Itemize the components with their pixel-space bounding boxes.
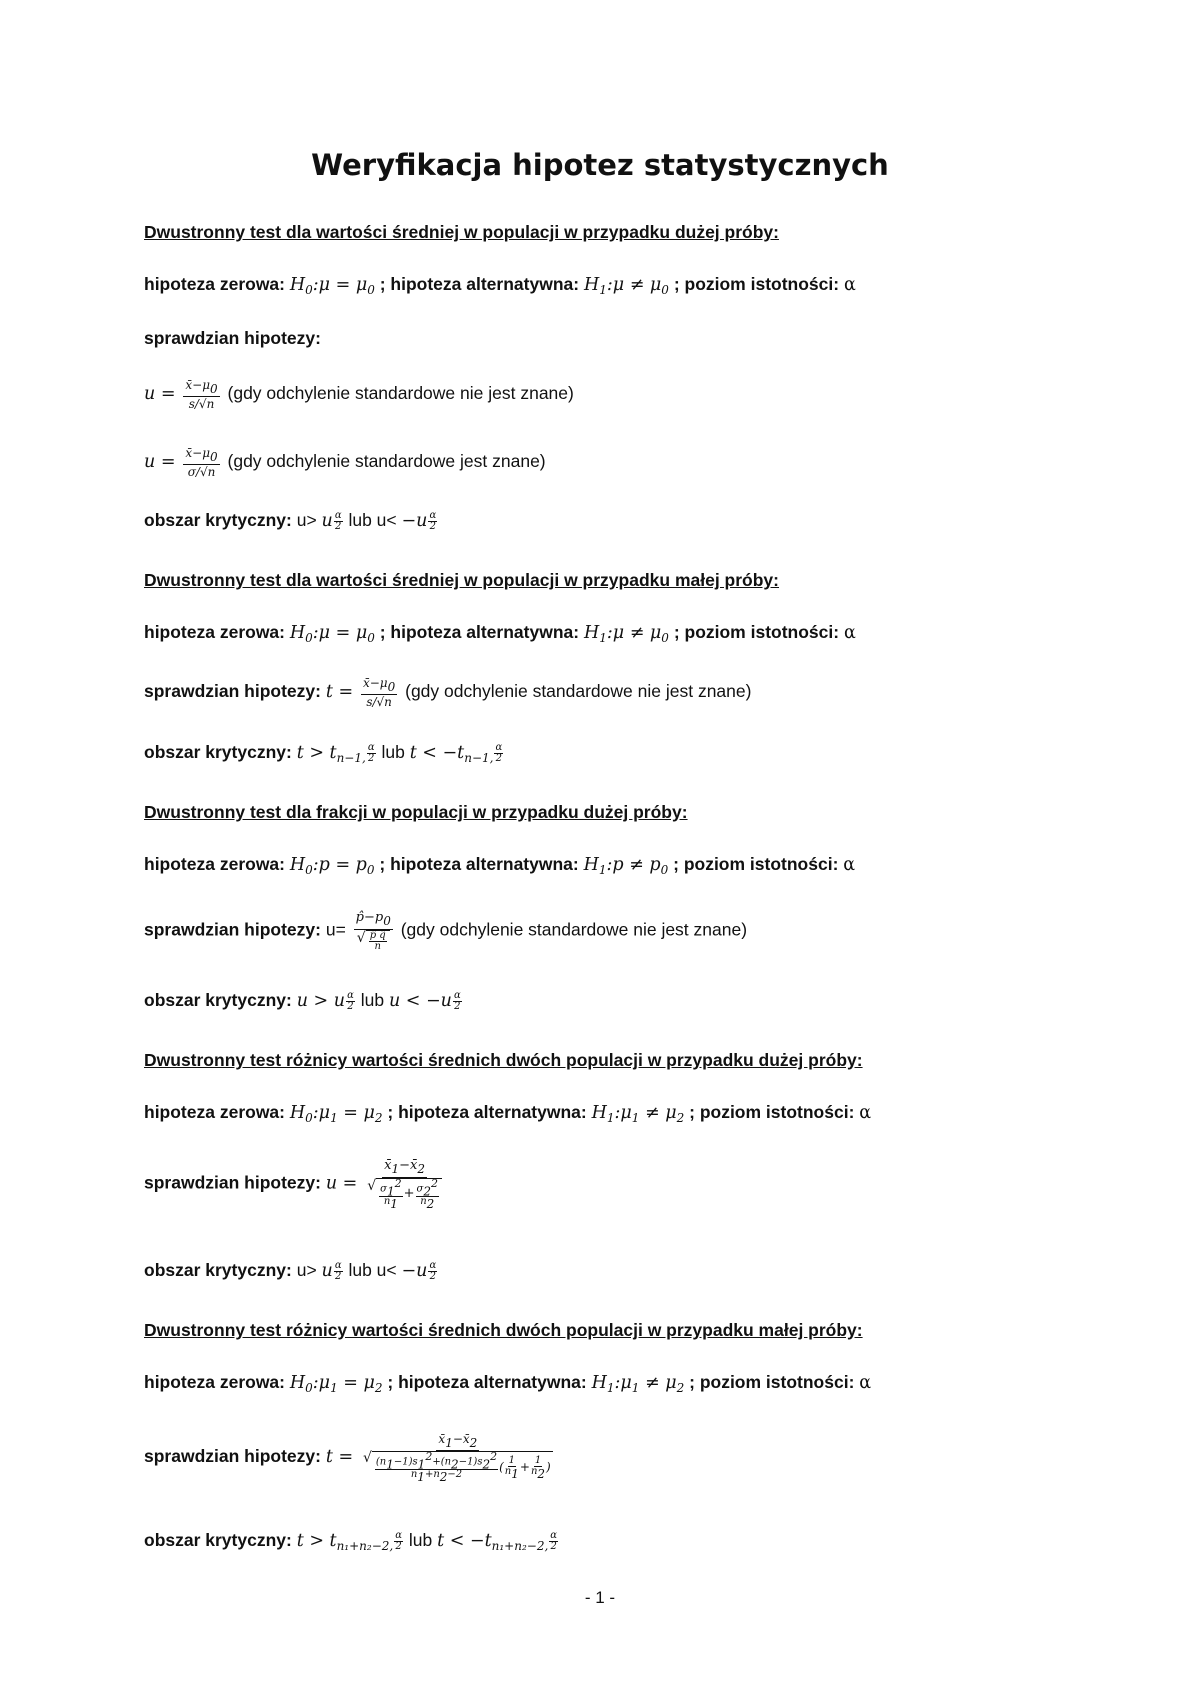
formula-t-two-means: sprawdzian hipotezy: t = $x̄_1-x̄_2$ √ $\frac{(n_1-1)s_1^2+(n_2-1)s_2^2}{n_1+n_2-2}$ ( $\frac{1}{n_1}$ + $\frac{1}{n_2}$ ) bbox=[144, 1432, 551, 1485]
critical-region-2: obszar krytyczny: $t > t_{n-1,}$ $\frac{\alpha}{2}$ lub $t < -t_{n-1,}$ $\frac{\alpha}{2}$ bbox=[144, 741, 503, 765]
critical-region-3: obszar krytyczny: u > u $\frac{\alpha}{2}$ lub u < −u $\frac{\alpha}{2}$ bbox=[144, 989, 461, 1012]
formula-u-sd-unknown: u = $\frac{x̄-\mu_0}{s/√n}$ (gdy odchylenie standardowe nie jest znane) bbox=[144, 378, 574, 411]
page-number: - 1 - bbox=[584, 1588, 616, 1607]
hypotheses-line-2: hipoteza zerowa: $H_0:\mu = \mu_0$ ; hipoteza alternatywna: $H_1:\mu \ne \mu_0$ ; poziom istotności: α bbox=[144, 622, 856, 645]
formula-u-sd-known: u = $\frac{x̄-\mu_0}{\sigma/√n}$ (gdy odchylenie standardowe jest znane) bbox=[144, 446, 546, 479]
formula-u-two-means: sprawdzian hipotezy: u = $x̄_1-x̄_2$ √ $\frac{\sigma_1^2}{n_1}$ + $\frac{\sigma_2^2}{n_2}$ bbox=[144, 1158, 447, 1209]
hypotheses-line-1: hipoteza zerowa: $H_0:\mu = \mu_0$ ; hipoteza alternatywna: $H_1:\mu \ne \mu_0$ ; poziom istotności: α bbox=[144, 274, 856, 297]
critical-region-1: obszar krytyczny: u> u $\frac{\alpha}{2}$ lub u< −u $\frac{\alpha}{2}$ bbox=[144, 509, 437, 532]
formula-u-fraction: sprawdzian hipotezy: u= $p̂-p_0$ √ $\frac{p̂ q̂}{n}$ (gdy odchylenie standardowe nie jest znane) bbox=[144, 910, 748, 952]
section-heading-5: Dwustronny test różnicy wartości średnich dwóch populacji w przypadku małej próby: bbox=[144, 1320, 863, 1340]
stat-label-1: sprawdzian hipotezy: bbox=[144, 328, 321, 348]
section-heading-4: Dwustronny test różnicy wartości średnich dwóch populacji w przypadku dużej próby: bbox=[144, 1050, 863, 1070]
critical-region-5: obszar krytyczny: $t > t_{n_1+n_2-2,}$ $\frac{\alpha}{2}$ lub $t < -t_{n_1+n_2-2,}$ $\frac{\alpha}{2}$ bbox=[144, 1529, 558, 1553]
document-title: Weryfikacja hipotez statystycznych bbox=[311, 148, 889, 182]
hypotheses-line-3: hipoteza zerowa: $H_0:p = p_0$ ; hipoteza alternatywna: $H_1:p \ne p_0$ ; poziom istotności: α bbox=[144, 854, 856, 877]
hypotheses-line-4: hipoteza zerowa: $H_0:\mu_1 = \mu_2$ ; hipoteza alternatywna: $H_1:\mu_1 \ne \mu_2$ ; poziom istotności: α bbox=[144, 1102, 872, 1125]
section-heading-3: Dwustronny test dla frakcji w populacji w przypadku dużej próby: bbox=[144, 802, 688, 822]
section-heading-2: Dwustronny test dla wartości średniej w populacji w przypadku małej próby: bbox=[144, 570, 779, 590]
critical-region-4: obszar krytyczny: u> u $\frac{\alpha}{2}$ lub u< −u $\frac{\alpha}{2}$ bbox=[144, 1259, 437, 1282]
formula-t-small-sample: sprawdzian hipotezy: t = $\frac{x̄-\mu_0}{s/√n}$ (gdy odchylenie standardowe nie jest znane) bbox=[144, 676, 752, 709]
hypotheses-line-5: hipoteza zerowa: $H_0:\mu_1 = \mu_2$ ; hipoteza alternatywna: $H_1:\mu_1 \ne \mu_2$ ; poziom istotności: α bbox=[144, 1372, 872, 1395]
section-heading-1: Dwustronny test dla wartości średniej w populacji w przypadku dużej próby: bbox=[144, 222, 779, 242]
